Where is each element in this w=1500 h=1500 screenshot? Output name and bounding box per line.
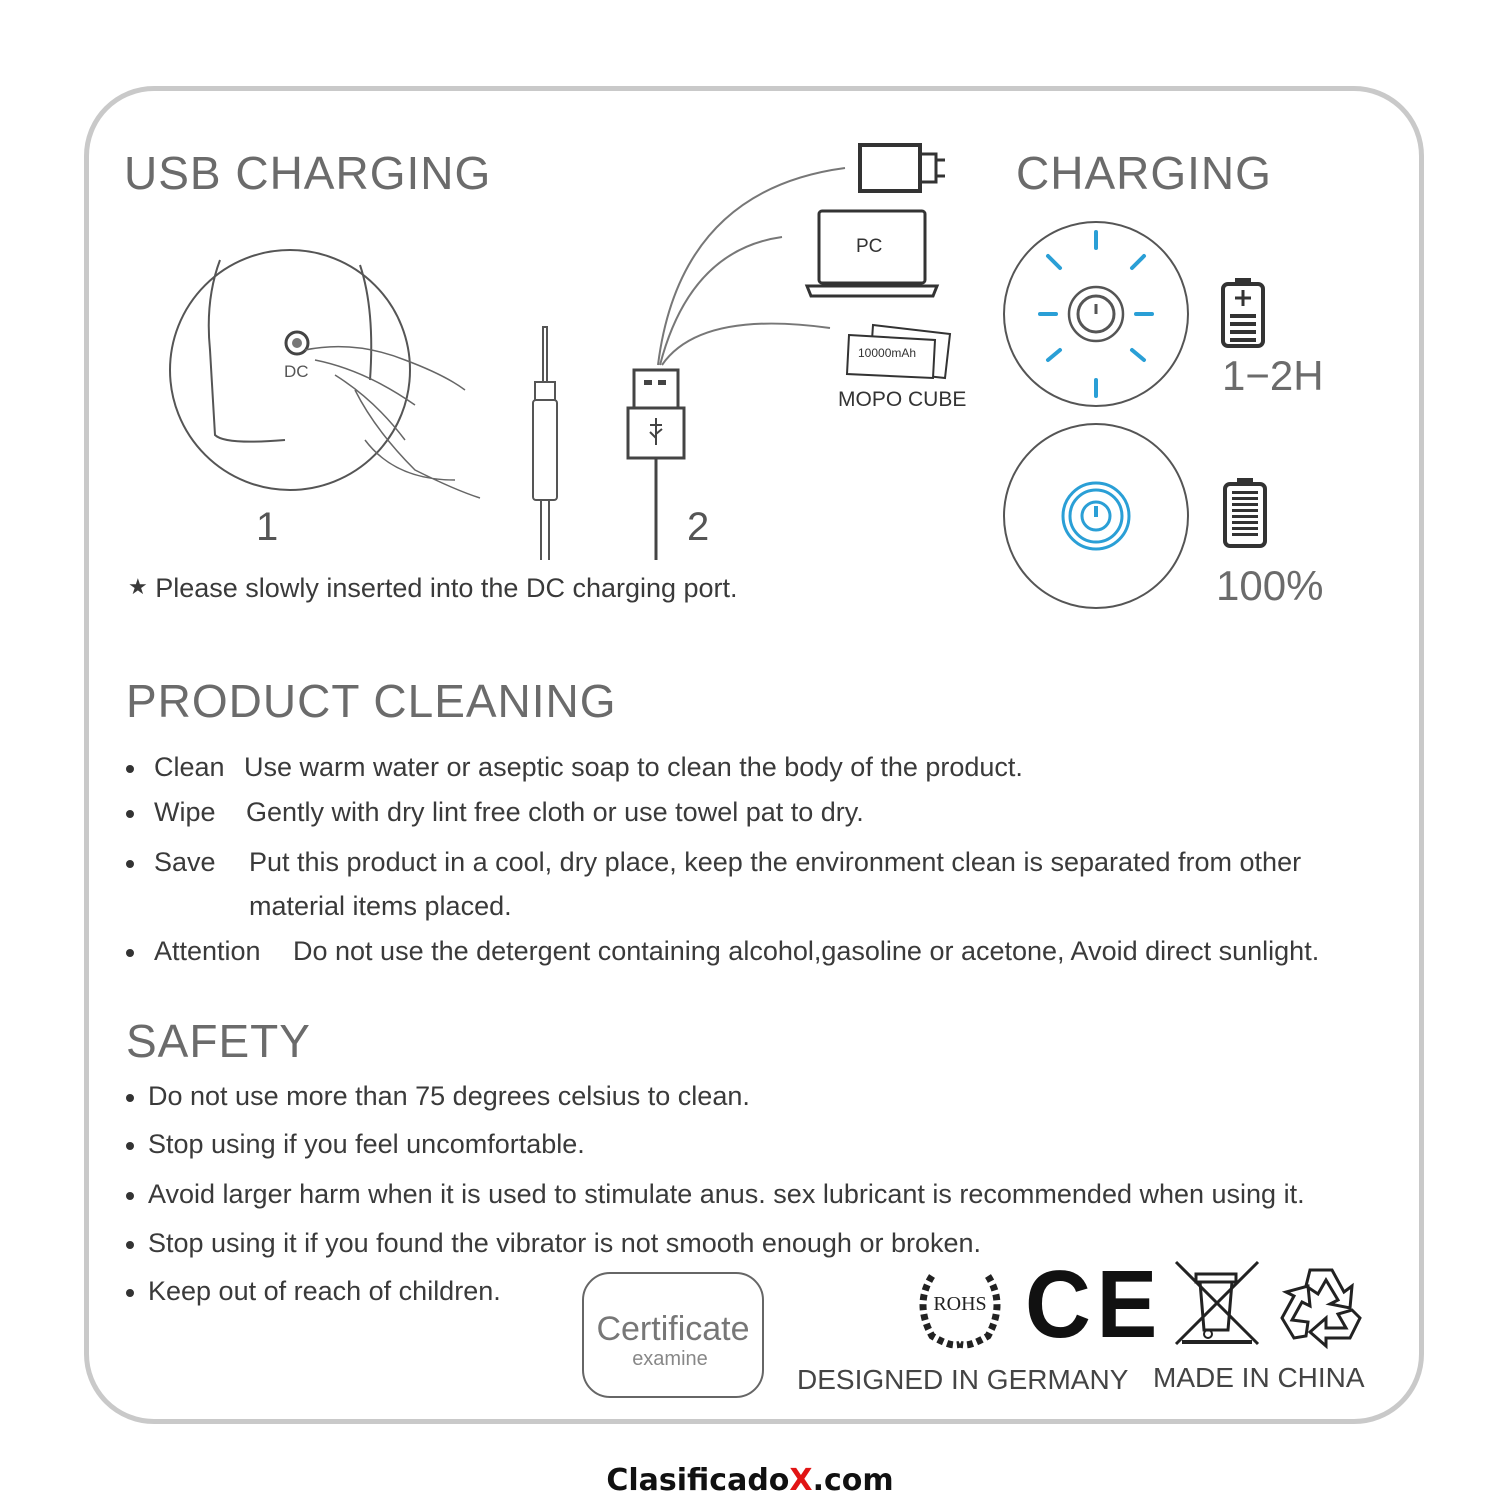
battery-full-icon (1222, 476, 1272, 551)
cleaning-text-wipe: Gently with dry lint free cloth or use towel pat to dry. (246, 797, 864, 827)
safety-item: Keep out of reach of children. (148, 1276, 501, 1306)
bullet (126, 1142, 134, 1150)
charge-time-label: 1−2H (1222, 352, 1324, 399)
cleaning-text-clean: Use warm water or aseptic soap to clean the body of the product. (244, 752, 1023, 782)
charging-indicator-full (1000, 422, 1192, 614)
certificate-badge (582, 1272, 764, 1398)
dc-plug-icon (525, 322, 565, 562)
rohs-mark: ROHS (933, 1293, 987, 1315)
recycle-icon (1276, 1262, 1366, 1348)
safety-item: Stop using it if you found the vibrator is not smooth enough or broken. (148, 1228, 982, 1258)
safety-item: Avoid larger harm when it is used to stimulate anus. sex lubricant is recommended when using it. (148, 1179, 1305, 1209)
cleaning-text-save: Put this product in a cool, dry place, keep the environment clean is separated from other (249, 847, 1302, 877)
cleaning-term-wipe: Wipe (154, 797, 216, 827)
bullet (126, 949, 134, 957)
pc-label: PC (856, 236, 883, 257)
mopo-cube-label: MOPO CUBE (838, 388, 967, 411)
cleaning-text-attention: Do not use the detergent containing alcohol,gasoline or acetone, Avoid direct sunlight. (293, 936, 1320, 966)
power-bank-capacity: 10000mAh (858, 346, 917, 360)
battery-charging-icon (1220, 276, 1270, 351)
bullet (126, 1192, 134, 1200)
safety-item: Do not use more than 75 degrees celsius to clean. (148, 1081, 750, 1111)
designed-in-germany: DESIGNED IN GERMANY (797, 1364, 1129, 1395)
watermark-x: X (789, 1463, 813, 1498)
device-port-illustration (165, 240, 485, 510)
full-charge-label: 100% (1216, 562, 1324, 609)
watermark-suffix: .com (812, 1463, 894, 1498)
crossed-bin-icon (1172, 1258, 1262, 1348)
dc-port-label: DC (284, 362, 309, 381)
product-cleaning-title: PRODUCT CLEANING (126, 675, 617, 727)
usb-charging-title: USB CHARGING (124, 147, 492, 199)
wall-adapter-icon (857, 142, 947, 197)
cleaning-term-clean: Clean (154, 752, 225, 782)
star-icon: ★ (128, 575, 148, 600)
cleaning-term-attention: Attention (154, 936, 261, 966)
certificate-title: Certificate (596, 1310, 750, 1348)
made-in-china: MADE IN CHINA (1153, 1362, 1365, 1393)
ce-mark: CE (1025, 1251, 1164, 1358)
watermark-prefix: Clasificado (606, 1463, 790, 1498)
charging-title: CHARGING (1016, 147, 1272, 199)
bullet (126, 860, 134, 868)
charging-note-text: Please slowly inserted into the DC charging port. (155, 573, 738, 603)
bullet (126, 1241, 134, 1249)
safety-title: SAFETY (126, 1015, 311, 1067)
cleaning-text-save-cont: material items placed. (249, 891, 512, 921)
step-2-number: 2 (687, 505, 710, 549)
charging-note (128, 573, 738, 604)
certificate-subtitle: examine (632, 1348, 708, 1370)
bullet (126, 810, 134, 818)
cleaning-term-save: Save (154, 847, 216, 877)
watermark (0, 1463, 1500, 1498)
bullet (126, 1289, 134, 1297)
safety-item: Stop using if you feel uncomfortable. (148, 1129, 585, 1159)
bullet (126, 1094, 134, 1102)
charging-indicator-blinking (1000, 220, 1192, 412)
bullet (126, 765, 134, 773)
step-1-number: 1 (256, 505, 279, 549)
